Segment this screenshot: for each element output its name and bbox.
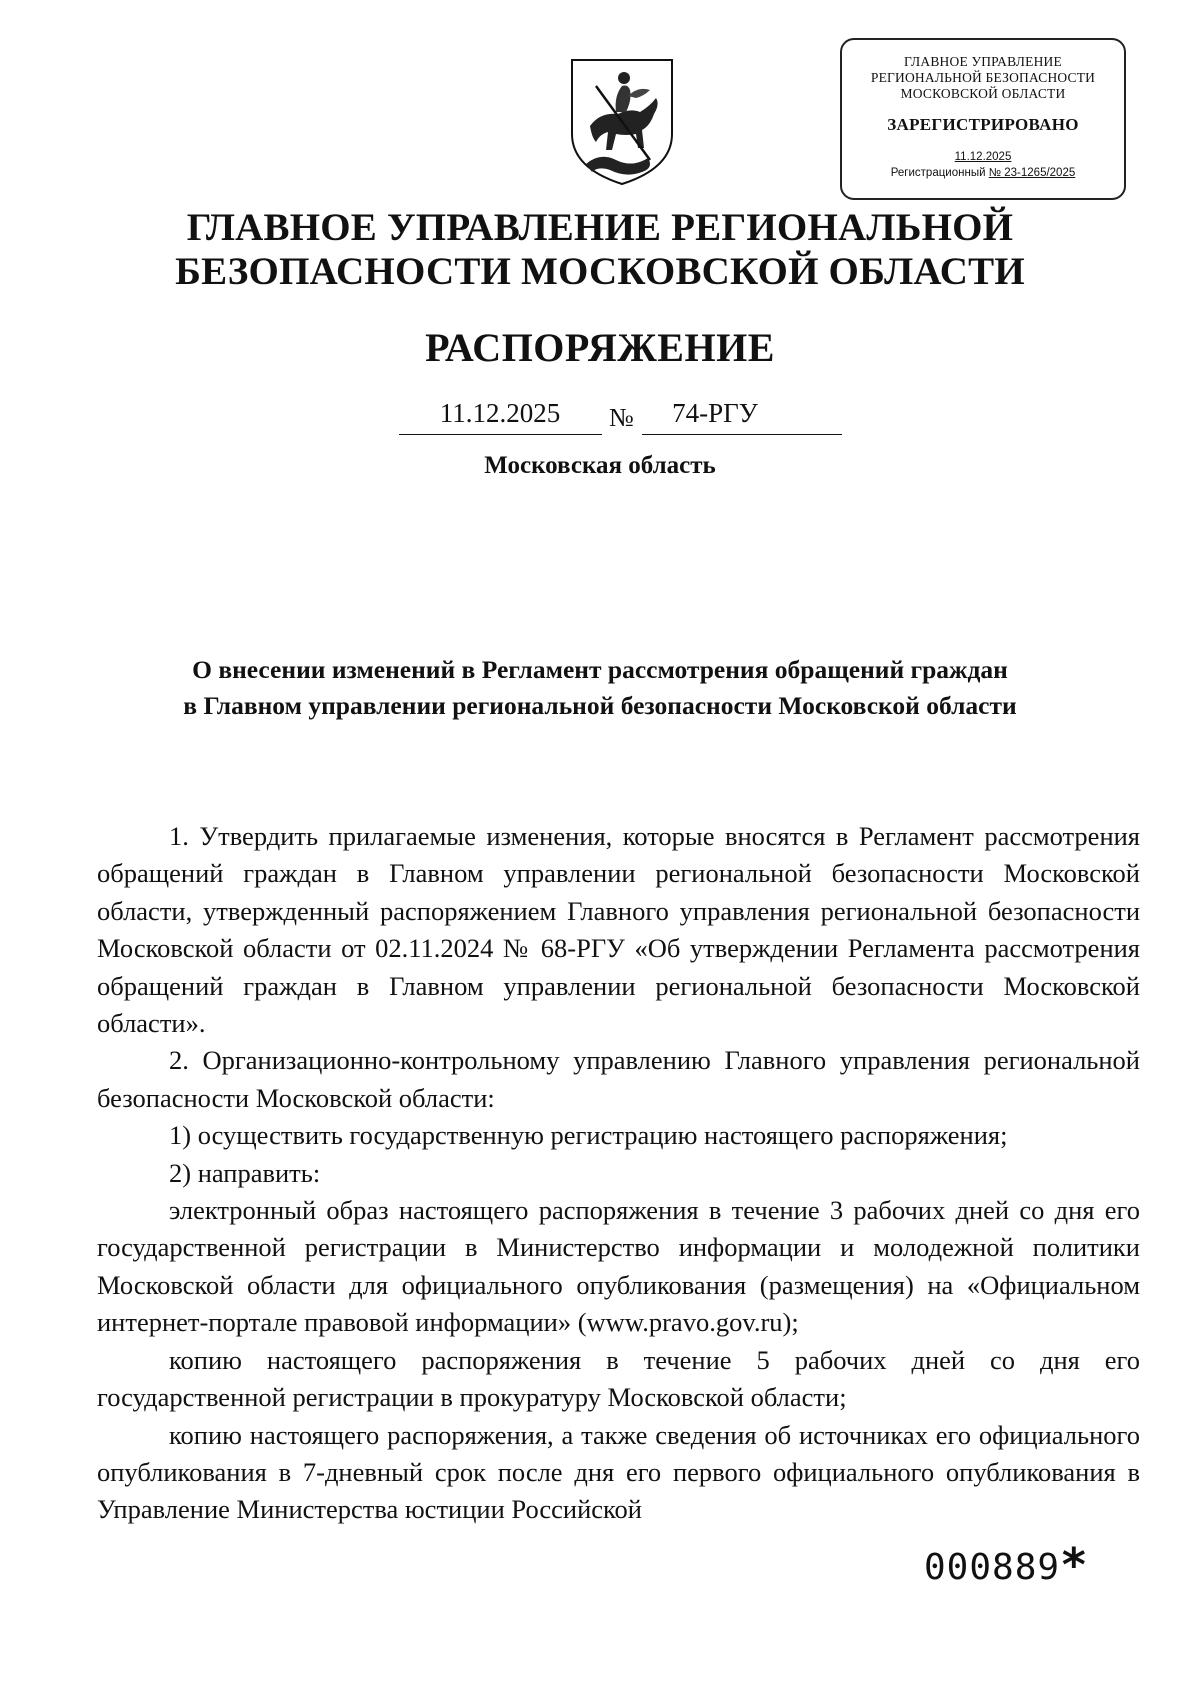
document-number: 74-РГУ [672,398,758,428]
subject-line: в Главном управлении региональной безопасности Московской области [183,691,1017,720]
number-underline [642,434,842,435]
date-underline [399,434,602,435]
coat-of-arms-icon [566,56,678,188]
document-subject [0,652,1200,724]
organization-title [0,206,1200,294]
stamp-date: 11.12.2025 [954,151,1012,163]
paragraph: копию настоящего распоряжения, а также сведения об источниках его официального опубликования в 7-дневный срок после дня его первого официального опубликования в Управление Министерства юстиции Российской [97,1419,1140,1525]
registration-stamp [840,38,1126,200]
serial-value: 000889 [924,1547,1061,1588]
document-place: Московская область [484,452,716,479]
paragraph: 1. Утвердить прилагаемые изменения, которые вносятся в Регламент рассмотрения обращений граждан в Главном управлении региональной безопасности Московской области, утвержденный распоряжением Главного управления региональной безопасности Московской области от 02.11.2024 № 68-РГУ «Об утверждении Регламента рассмотрения обращений граждан в Главном управлении региональной безопасности Московской области». [97,821,1140,1039]
paragraph: копию настоящего распоряжения в течение 5 рабочих дней со дня его государственной регистрации в прокуратуру Московской области; [97,1344,1140,1413]
subject-line: О внесении изменений в Регламент рассмотрения обращений граждан [192,655,1008,684]
paragraph: электронный образ настоящего распоряжения в течение 3 рабочих дней со дня его государственной регистрации в Министерство информации и молодежной политики Московской области для официального опубликования (размещения) на «Официальном интернет-портале правовой информации» (www.pravo.gov.ru); [97,1195,1140,1338]
paragraph: 2) направить: [169,1157,321,1188]
paragraph: 1) осуществить государственную регистрацию настоящего распоряжения; [169,1120,1008,1151]
stamp-org-line: ГЛАВНОЕ УПРАВЛЕНИЕ [904,54,1062,69]
document-body [97,818,1140,1529]
stamp-reg-value: № 23-1265/2025 [988,167,1076,179]
paragraph: 2. Организационно-контрольному управлению Главного управления региональной безопасности Московской области: [97,1045,1140,1113]
stamp-reg-label: Регистрационный [890,167,986,179]
asterisk-mark: * [1060,1538,1089,1592]
stamp-reg-number [842,167,1124,179]
document-type: РАСПОРЯЖЕНИЕ [425,325,775,370]
number-sign: № [609,403,634,432]
stamp-org-line: РЕГИОНАЛЬНОЙ БЕЗОПАСНОСТИ [870,70,1096,85]
title-line: БЕЗОПАСНОСТИ МОСКОВСКОЙ ОБЛАСТИ [175,250,1025,293]
serial-number [924,1538,1089,1592]
stamp-status: ЗАРЕГИСТРИРОВАНО [887,115,1079,134]
stamp-org-line: МОСКОВСКОЙ ОБЛАСТИ [900,86,1066,101]
title-line: ГЛАВНОЕ УПРАВЛЕНИЕ РЕГИОНАЛЬНОЙ [186,206,1014,249]
document-date: 11.12.2025 [439,398,561,428]
